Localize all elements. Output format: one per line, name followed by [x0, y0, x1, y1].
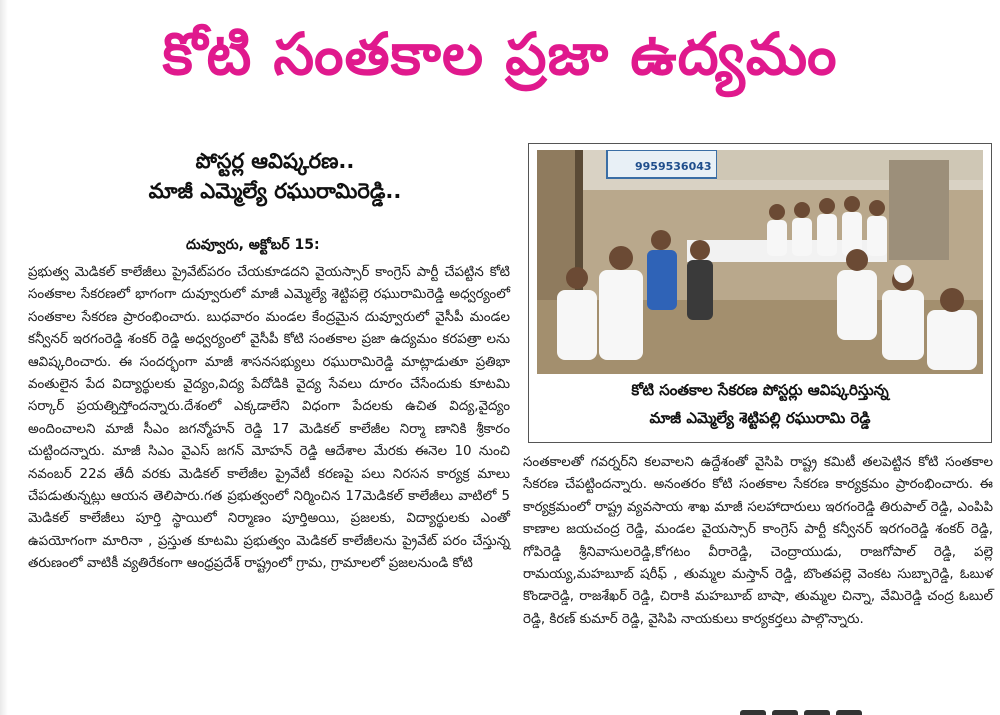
photo-box	[528, 143, 992, 443]
dateline: దువ్వూరు, అక్టోబర్ 15:	[186, 237, 320, 253]
article-body-right-column: సంతకాలతో గవర్నర్‌ని కలవాలని ఉద్దేశంతో వైసిపి రాష్ట్ర కమిటీ తలపెట్టిన కోటి సంతకాల సేకరణ చేపట్టిందన్నారు. అనంతరం కోటి సంతకాల సేకరణ కార్యక్రమం ప్రారంభించారు. ఈ కార్యక్రమంలో రాష్ట్ర వ్యవసాయ శాఖ మాజీ సలహాదారులు ఇరగంరెడ్డి తిరుపాల్ రెడ్డి, ఎంపిపి కాణాల జయచంద్ర రెడ్డి, మండల వైయస్సార్ కాంగ్రెస్ పార్టీ కన్వీనర్ ఇరగంరెడ్డి శంకర్ రెడ్డి, గోపిరెడ్డి శ్రీనివాసులరెడ్డి,కోగటం వీరారెడ్డి, చెంద్రాయుడు, రాజగోపాల్ రెడ్డి, పల్లె రామయ్య,మహబూబ్ షరీఫ్ , తుమ్మల మస్తాన్ రెడ్డి, బొంతపల్లె వెంకట సుబ్బారెడ్డి, ఓబుళ కొండారెడ్డి, రాజశేఖర్ రెడ్డి, చిరాకి మహబూబ్ బాషా, తుమ్మల చిన్నా, వేమిరెడ్డి చంద్ర ఓబుల్ రెడ్డి, కిరణ్ కుమార్ రెడ్డి, వైసిపి నాయకులు కార్యకర్తలు పాల్గొన్నారు.	[523, 455, 993, 627]
photo-caption	[537, 376, 983, 432]
photo-caption-line-1: కోటి సంతకాల సేకరణ పోస్టర్లు ఆవిష్కరిస్తున్న	[631, 381, 889, 399]
event-photo	[537, 150, 983, 374]
photo-sign-phone-number: 9959536043	[635, 160, 712, 173]
headline: కోటి సంతకాల ప్రజా ఉద్యమం	[162, 20, 838, 88]
article-body-left-column: ప్రభుత్వ మెడికల్ కాలేజీలు ప్రైవేట్‌పరం చేయకూడదని వైయస్సార్ కాంగ్రెస్ పార్టీ చేపట్టిన కోటి సంతకాల సేకరణలో భాగంగా దువ్వూరులో మాజీ ఎమ్మెల్యే శెట్టిపల్లె రఘురామిరెడ్డి అధ్వర్యంలో సంతకాల సేకరణ ప్రారంభించారు. బుధవారం మండల కేంద్రమైన దువ్వూరులో వైసీపీ మండల కన్వీనర్ ఇరగంరెడ్డి శంకర్ రెడ్డి అధ్వర్యంలో వైసీపీ కోటి సంతకాల ప్రజా ఉద్యమం కరపత్రా లను ఆవిష్కరించారు. ఈ సందర్భంగా మాజీ శాసనసభ్యులు రఘురామిరెడ్డి మాట్లాడుతూ ప్రతిభా వంతులైన పేద విద్యార్థులకు వైద్యం,విద్య పేదోడికి వైద్య సేవలు దూరం చేసేందుకు కూటమి సర్కార్ ప్రయత్నిస్తోందన్నారు.దేశంలో ఎక్కడాలేని విధంగా పేదలకు ఉచిత విద్య,వైద్యం అందించాలని మాజీ సీఎం జగన్మోహన్ రెడ్డి 17 మెడికల్ కాలేజీల నిర్మా ణానికి శ్రీకారం చుట్టిందన్నారు. మాజీ సిఎం వైఎస్ జగన్ మోహన్ రెడ్డి ఆదేశాల మేరకు ఈనెల 10 నుంచి నవంబర్ 22వ తేదీ వరకు మెడికల్ కాలేజీల ప్రైవేటీ కరణపై పలు నిరసన కార్యక్ర మాలు చేపడుతున్నట్లు ఆయన తెలిపారు.గత ప్రభుత్వంలో నిర్మించిన 17మెడికల్ కాలేజీలు వాటిలో 5 మెడికల్ కాలేజీలు పూర్తి స్థాయిలో నిర్మాణం పూర్తిఅయి, ప్రజలకు, విద్యార్థులకు ఎంతో ఉపయోగంగా మారినా , ప్రస్తుత కూటమి ప్రభుత్వం మెడికల్ కాలేజీలను ప్రైవేట్ పరం చేస్తున్న తరుణంలో వాటికీ వ్యతిరేకంగా ఆంధ్రప్రదేశ్ రాష్ట్రంలో గ్రామ, గ్రామాలలో ప్రజలనుండి కోటి	[28, 265, 510, 572]
next-article-heading-fragment	[740, 703, 900, 715]
subheadline	[40, 146, 510, 206]
subheadline-line-1: పోస్టర్ల ఆవిష్కరణ..	[195, 149, 355, 173]
page-edge-shadow	[0, 0, 8, 715]
subheadline-line-2: మాజీ ఎమ్మెల్యే రఘురామిరెడ్డి..	[148, 179, 402, 203]
photo-caption-line-2: మాజీ ఎమ్మెల్యే శెట్టిపల్లి రఘురామి రెడ్డి	[649, 409, 871, 427]
